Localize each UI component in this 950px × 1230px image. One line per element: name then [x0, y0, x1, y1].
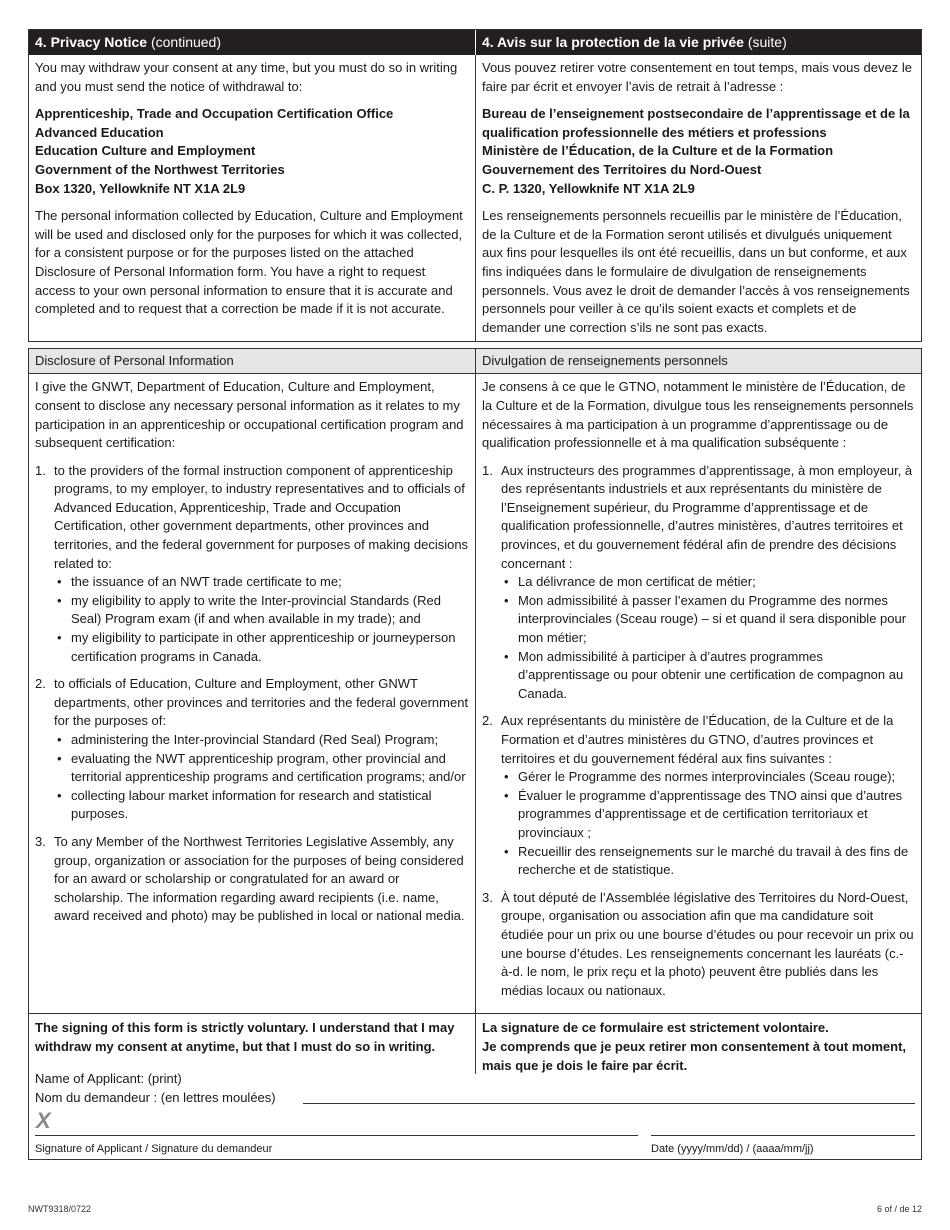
form-page — [28, 29, 922, 1160]
signing-statement-fr — [475, 1014, 921, 1074]
bullet-item: • Gérer le Programme des normes interprovinciales (Sceau rouge); — [501, 768, 915, 787]
disclosure-title-fr: Divulgation de renseignements personnels — [475, 349, 921, 373]
item-bullets — [501, 573, 915, 703]
page-number: 6 of / de 12 — [876, 1204, 922, 1214]
signing-statement-en: The signing of this form is strictly voluntary. I understand that I may withdraw my consent at anytime, but that I must do so in writing. — [35, 1020, 455, 1054]
privacy-intro-fr: Vous pouvez retirer votre consentement en tout temps, mais vous devez le faire par écrit et envoyer l’avis de retrait à l’adresse : — [482, 60, 912, 94]
privacy-body-fr — [475, 55, 921, 341]
bullet-item: • Évaluer le programme d’apprentissage des TNO ainsi que d’autres programmes d’apprentissage et de certification territoriaux et provinciaux ; — [501, 787, 915, 843]
item-text: Aux instructeurs des programmes d’apprentissage, à mon employeur, à des représentants industriels et aux représentants du ministère de l’Enseignement supérieur, du Programme d’apprentissage et de qualification professionnelle, d’autres ministères, d’autres territoires et provinces, et du gouvernement fédéral afin de prendre des décisions concernant : — [501, 462, 913, 571]
item-bullets — [54, 573, 469, 666]
signature-input-line[interactable] — [35, 1135, 638, 1136]
item-number: 1. — [482, 462, 493, 478]
disclosure-item — [482, 889, 915, 1001]
disclosure-item — [35, 675, 469, 824]
bullet-item: • the issuance of an NWT trade certificate to me; — [54, 573, 469, 592]
bullet-item: • La délivrance de mon certificat de métier; — [501, 573, 915, 592]
item-text: To any Member of the Northwest Territories Legislative Assembly, any group, organization or association for the purposes of being considered for an award or scholarship or congratulated for an award or scholarship. The information regarding award recipients (i.e. name, award received and photo) may be published in local or national media. — [54, 833, 465, 924]
disclosure-item — [482, 462, 915, 704]
address-line: Bureau de l’enseignement postsecondaire de l’apprentissage et de la qualification professionnelle des métiers et professions — [482, 106, 910, 140]
date-label: Date (yyyy/mm/dd) / (aaaa/mm/jj) — [651, 1143, 814, 1156]
item-bullets — [54, 731, 469, 824]
disclosure-header — [29, 349, 921, 374]
disclosure-item — [35, 462, 469, 667]
privacy-title-fr-suffix: (suite) — [747, 34, 787, 50]
item-text: to the providers of the formal instruction component of apprenticeship programs, to my employer, to industry representatives and to officials of Advanced Education, Apprenticeship, Trade and Occupation Certification, other government departments, other provinces and territories, and the federal government for purposes of making decisions related to: — [54, 462, 469, 571]
privacy-title-en-suffix: (continued) — [150, 34, 221, 50]
item-text: Aux représentants du ministère de l’Éducation, de la Culture et de la Formation et d’autres ministères du GTNO, d’autres provinces et territoires et du gouvernement fédéral aux fins suivantes : — [501, 713, 894, 766]
privacy-address-en — [35, 105, 469, 198]
address-line: C. P. 1320, Yellowknife NT X1A 2L9 — [482, 180, 695, 196]
privacy-title-fr — [475, 30, 921, 55]
disclosure-list-fr — [482, 462, 915, 1001]
item-text: to officials of Education, Culture and Employment, other GNWT departments, other provinces and territories and the federal government for the purposes of: — [54, 676, 469, 729]
address-line: Government of the Northwest Territories — [35, 161, 285, 177]
name-input-line[interactable] — [303, 1103, 915, 1104]
disclosure-item — [482, 712, 915, 879]
address-line: Ministère de l’Éducation, de la Culture et de la Formation — [482, 143, 834, 159]
disclosure-table — [28, 348, 922, 1014]
privacy-text-fr: Les renseignements personnels recueillis par le ministère de l’Éducation, de la Culture et de la Formation seront utilisés et divulgués uniquement aux fins pour lesquelles ils ont été recueillis, dans un but conforme, et aux fins indiquées dans le formulaire de divulgation de renseignements personnels. Vous avez le droit de demander l’accès à vos renseignements personnels pour veiller à ce qu’ils soient exacts et complets et de demander une correction s’ils ne sont pas exacts. — [482, 208, 910, 335]
bullet-item: • collecting labour market information for research and statistical purposes. — [54, 787, 469, 824]
name-label-en: Name of Applicant: (print) — [35, 1071, 182, 1087]
item-number: 1. — [35, 462, 46, 478]
privacy-title-fr-text: 4. Avis sur la protection de la vie privée — [482, 34, 744, 50]
item-number: 2. — [35, 676, 46, 692]
name-label-fr: Nom du demandeur : (en lettres moulées) — [35, 1090, 276, 1106]
item-number: 3. — [35, 833, 46, 849]
address-line: Education Culture and Employment — [35, 143, 256, 159]
bullet-item: • my eligibility to apply to write the Inter-provincial Standards (Red Seal) Program exam (if and when available in my trade); and — [54, 592, 469, 629]
form-code: NWT9318/0722 — [28, 1204, 92, 1214]
privacy-notice-body — [29, 55, 921, 341]
signing-statements — [29, 1014, 921, 1074]
signature-label: Signature of Applicant / Signature du demandeur — [35, 1143, 273, 1156]
item-number: 2. — [482, 713, 493, 729]
disclosure-body — [29, 374, 921, 1013]
disclosure-intro-fr: Je consens à ce que le GTNO, notamment le ministère de l’Éducation, de la Culture et de la Formation, divulgue tous les renseignements personnels nécessaires à ma participation à un programme d’apprentissage ou de qualification professionnelle et à ma qualification subséquente : — [482, 379, 914, 451]
bullet-item: • Mon admissibilité à participer à d’autres programmes d’apprentissage ou pour obtenir une certification de compagnon au Canada. — [501, 648, 915, 704]
privacy-address-fr — [482, 105, 915, 198]
address-line: Box 1320, Yellowknife NT X1A 2L9 — [35, 180, 246, 196]
bullet-item: • administering the Inter-provincial Standard (Red Seal) Program; — [54, 731, 469, 750]
signature-section — [28, 1014, 922, 1160]
disclosure-list-en — [35, 462, 469, 926]
address-line: Advanced Education — [35, 124, 164, 140]
signature-x-mark: X — [36, 1108, 51, 1134]
item-bullets — [501, 768, 915, 880]
bullet-item: • Mon admissibilité à passer l’examen du Programme des normes interprovinciales (Sceau rouge) – si et quand il sera disponible pour mon métier; — [501, 592, 915, 648]
disclosure-body-fr — [475, 374, 921, 1013]
privacy-notice-header — [29, 30, 921, 55]
privacy-title-en-text: 4. Privacy Notice — [35, 34, 148, 50]
privacy-title-en — [29, 30, 475, 55]
date-input-line[interactable] — [651, 1135, 915, 1136]
item-number: 3. — [482, 889, 493, 905]
bullet-item: • my eligibility to participate in other apprenticeship or journeyperson certification programs in Canada. — [54, 629, 469, 666]
privacy-text-en: The personal information collected by Education, Culture and Employment will be used and disclosed only for the purposes for which it was collected, for a consistent purpose or for the purposes listed on the attached Disclosure of Personal Information form. You have a right to request access to your own personal information to ensure that it is accurate and completed and to request that a correction be made if it is not accurate. — [35, 208, 463, 317]
privacy-intro-en: You may withdraw your consent at any time, but you must do so in writing and you must send the notice of withdrawal to: — [35, 60, 458, 94]
disclosure-item — [35, 833, 469, 926]
item-text: À tout député de l’Assemblée législative des Territoires du Nord-Ouest, groupe, organisation ou association afin que ma candidature soit étudiée pour un prix ou une bourse d’études ou pour recevoir un prix ou une bourse d’études. Les renseignements concernant les lauréats (c.-à-d. le nom, le prix reçu et la photo) peuvent être publiés dans les médias locaux ou nationaux. — [501, 889, 914, 998]
signing-statement-fr-1: La signature de ce formulaire est strictement volontaire. — [482, 1020, 829, 1036]
disclosure-body-en — [29, 374, 475, 1013]
privacy-notice-table — [28, 29, 922, 342]
disclosure-title-en: Disclosure of Personal Information — [35, 353, 234, 369]
address-line: Gouvernement des Territoires du Nord-Ouest — [482, 161, 762, 177]
address-line: Apprenticeship, Trade and Occupation Certification Office — [35, 106, 394, 122]
signing-statement-fr-2: Je comprends que je peux retirer mon consentement à tout moment, mais que je dois le faire par écrit. — [482, 1038, 907, 1073]
bullet-item: • Recueillir des renseignements sur le marché du travail à des fins de recherche et de statistique. — [501, 843, 915, 880]
disclosure-intro-en: I give the GNWT, Department of Education, Culture and Employment, consent to disclose any necessary personal information as it relates to my participation in an apprenticeship or occupational certification program and subsequent certification: — [35, 379, 464, 451]
bullet-item: • evaluating the NWT apprenticeship program, other provincial and territorial apprenticeship programs and certification programs; and/or — [54, 750, 469, 787]
privacy-body-en — [29, 55, 475, 341]
